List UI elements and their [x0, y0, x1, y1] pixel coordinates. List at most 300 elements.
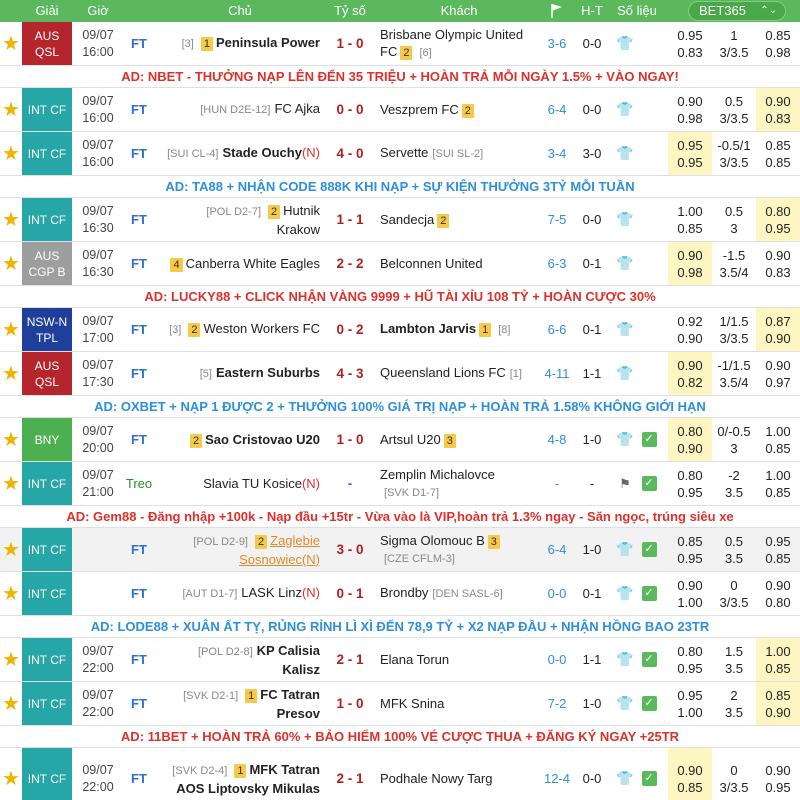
- away-team-name[interactable]: Brisbane Olympic United FC: [380, 26, 524, 59]
- odds-value[interactable]: 0.90: [765, 577, 791, 593]
- odds-value[interactable]: 0: [730, 577, 738, 593]
- corner-ratio[interactable]: 4-8: [547, 432, 567, 447]
- corner-ratio[interactable]: 4-11: [544, 366, 570, 381]
- corner-ratio[interactable]: 7-5: [547, 212, 567, 227]
- away-team-name[interactable]: Podhale Nowy Targ: [380, 771, 493, 786]
- home-team[interactable]: [160, 462, 320, 505]
- odds-column[interactable]: [756, 528, 800, 571]
- odds-column[interactable]: [668, 418, 712, 461]
- odds-value[interactable]: 0.85: [677, 779, 703, 795]
- odds-column[interactable]: [668, 528, 712, 571]
- odds-value[interactable]: 0.95: [677, 687, 703, 703]
- odds-value[interactable]: 0.95: [677, 484, 703, 500]
- lineup-shirt-icon[interactable]: 👕: [616, 695, 634, 711]
- odds-value[interactable]: 3.5: [724, 484, 744, 500]
- league-badge[interactable]: AUS CGP B: [22, 242, 72, 285]
- odds-column[interactable]: [668, 682, 712, 725]
- odds-value[interactable]: 1.00: [765, 467, 791, 483]
- away-team[interactable]: [380, 88, 538, 131]
- match-score[interactable]: 2 - 2: [336, 256, 364, 271]
- away-team-name[interactable]: MFK Snina: [380, 696, 445, 711]
- league-badge[interactable]: INT CF: [22, 462, 72, 505]
- home-team-name[interactable]: Canberra White Eagles: [185, 256, 320, 271]
- odds-value[interactable]: 0/-0.5: [717, 423, 751, 439]
- odds-value[interactable]: 0.83: [677, 44, 703, 60]
- odds-column[interactable]: [712, 682, 756, 725]
- home-team[interactable]: [160, 132, 320, 175]
- odds-value[interactable]: 0.5: [724, 93, 744, 109]
- corner-ratio[interactable]: 7-2: [547, 696, 567, 711]
- odds-value[interactable]: 0.90: [765, 762, 791, 778]
- odds-column[interactable]: [756, 638, 800, 681]
- lineup-shirt-icon[interactable]: 👕: [616, 585, 634, 601]
- odds-value[interactable]: 0.95: [765, 220, 791, 236]
- odds-column[interactable]: [668, 242, 712, 285]
- col-score[interactable]: Tỷ số: [334, 3, 366, 18]
- home-team-name[interactable]: Weston Workers FC: [203, 321, 320, 336]
- away-team-wrap: [380, 466, 495, 502]
- flag-icon[interactable]: ⚑: [619, 475, 631, 491]
- home-team[interactable]: [160, 22, 320, 65]
- lineup-shirt-icon[interactable]: 👕: [616, 365, 634, 381]
- home-team[interactable]: [160, 638, 320, 681]
- odds-value[interactable]: 0.97: [765, 374, 791, 390]
- odds-value[interactable]: 0.85: [765, 660, 791, 676]
- lineup-shirt-icon[interactable]: 👕: [616, 255, 634, 271]
- league-badge[interactable]: INT CF: [22, 638, 72, 681]
- odds-value[interactable]: 0.90: [677, 330, 703, 346]
- odds-value[interactable]: 3.5/4: [719, 264, 749, 280]
- odds-value[interactable]: 0.80: [765, 203, 791, 219]
- odds-value[interactable]: 3/3.5: [719, 110, 749, 126]
- lineup-shirt-icon[interactable]: 👕: [616, 770, 634, 786]
- league-badge[interactable]: INT CF: [22, 528, 72, 571]
- odds-value[interactable]: 1.00: [765, 423, 791, 439]
- table-row: [0, 352, 800, 396]
- odds-value[interactable]: 0.85: [677, 220, 703, 236]
- odds-column[interactable]: [756, 418, 800, 461]
- lineup-shirt-icon[interactable]: 👕: [616, 321, 634, 337]
- corner-ratio[interactable]: 0-0: [547, 652, 567, 667]
- away-team-wrap: [380, 364, 526, 383]
- odds-column[interactable]: [712, 528, 756, 571]
- match-score[interactable]: 1 - 0: [336, 36, 364, 51]
- match-date: 09/07: [82, 762, 114, 777]
- league-badge[interactable]: INT CF: [22, 132, 72, 175]
- odds-column[interactable]: [668, 88, 712, 131]
- odds-value[interactable]: 0.85: [765, 154, 791, 170]
- favorite-star-icon[interactable]: ★: [2, 539, 20, 561]
- match-status: Treo: [125, 476, 153, 491]
- odds-value[interactable]: -2: [728, 467, 740, 483]
- odds-column[interactable]: [668, 308, 712, 351]
- ad-banner[interactable]: AD: OXBET + NẠP 1 ĐƯỢC 2 + THƯỞNG 100% GIÁ TRỊ NẠP + HOÀN TRẢ 1.58% KHÔNG GIỚI HẠN: [0, 396, 800, 418]
- odds-value[interactable]: 0: [730, 762, 738, 778]
- match-score[interactable]: -: [347, 476, 353, 491]
- odds-value[interactable]: -1/1.5: [717, 357, 751, 373]
- away-team-wrap: [380, 255, 483, 272]
- ad-banner[interactable]: AD: Gem88 - Đăng nhập +100k - Nạp đầu +15tr - Vừa vào là VIP,hoàn trả 1.3% ngay - Săn ngọc, trúng siêu xe: [0, 506, 800, 528]
- odds-value[interactable]: 3/3.5: [719, 779, 749, 795]
- col-home[interactable]: Chủ: [228, 3, 252, 18]
- corner-ratio[interactable]: 6-4: [547, 102, 567, 117]
- away-team[interactable]: [380, 132, 538, 175]
- odds-value[interactable]: 1.5: [724, 643, 744, 659]
- home-team-name[interactable]: MFK Tatran AOS Liptovsky Mikulas: [176, 761, 320, 796]
- col-time[interactable]: Giờ: [87, 3, 109, 18]
- odds-column[interactable]: [756, 132, 800, 175]
- odds-value[interactable]: 3: [730, 220, 738, 236]
- odds-value[interactable]: 1/1.5: [719, 313, 749, 329]
- league-badge[interactable]: AUS QSL: [22, 22, 72, 65]
- away-team-name[interactable]: Artsul U20: [380, 432, 441, 447]
- home-team-name[interactable]: Sao Cristovao U20: [205, 432, 320, 447]
- odds-column[interactable]: [756, 682, 800, 725]
- home-league-pos: [SVK D2-1]: [183, 689, 239, 702]
- favorite-star-icon[interactable]: ★: [2, 693, 20, 715]
- lineup-shirt-icon[interactable]: 👕: [616, 145, 634, 161]
- odds-column[interactable]: [668, 748, 712, 800]
- ad-banner[interactable]: AD: TA88 + NHẬN CODE 888K KHI NẠP + SỰ KIỆN THƯỞNG 3TỶ MỖI TUẦN: [0, 176, 800, 198]
- favorite-star-icon[interactable]: ★: [2, 143, 20, 165]
- league-badge[interactable]: INT CF: [22, 572, 72, 615]
- odds-column[interactable]: [712, 352, 756, 395]
- home-team[interactable]: [160, 748, 320, 800]
- ad-banner[interactable]: AD: LUCKY88 + CLICK NHẬN VÀNG 9999 + HŨ TÀI XỈU 108 TỶ + HOÀN CƯỢC 30%: [0, 286, 800, 308]
- home-league-pos: [SUI CL-4]: [167, 148, 219, 160]
- odds-value[interactable]: 0.90: [765, 704, 791, 720]
- odds-value[interactable]: 0.98: [677, 110, 703, 126]
- odds-value[interactable]: 0.90: [765, 357, 791, 373]
- home-team[interactable]: [160, 528, 320, 571]
- match-score[interactable]: 0 - 1: [336, 586, 364, 601]
- odds-column[interactable]: [756, 462, 800, 505]
- corner-ratio[interactable]: -: [554, 476, 560, 491]
- lineup-shirt-icon[interactable]: 👕: [616, 651, 634, 667]
- match-status: FT: [131, 212, 147, 227]
- odds-value[interactable]: 0.82: [677, 374, 703, 390]
- favorite-star-icon[interactable]: ★: [2, 209, 20, 231]
- odds-value[interactable]: 0.90: [677, 93, 703, 109]
- odds-value[interactable]: 3/3.5: [719, 594, 749, 610]
- league-badge[interactable]: BNY: [22, 418, 72, 461]
- odds-value[interactable]: 0.85: [765, 27, 791, 43]
- odds-column[interactable]: [756, 308, 800, 351]
- corner-ratio[interactable]: 3-6: [547, 36, 567, 51]
- odds-value[interactable]: 3.5/4: [719, 374, 749, 390]
- odds-value[interactable]: 0.98: [677, 264, 703, 280]
- odds-column[interactable]: [756, 572, 800, 615]
- odds-value[interactable]: 0.90: [765, 93, 791, 109]
- odds-value[interactable]: 0.80: [765, 594, 791, 610]
- match-time: 22:00: [82, 704, 114, 719]
- lineup-shirt-icon[interactable]: 👕: [616, 35, 634, 51]
- odds-value[interactable]: 3.5: [724, 660, 744, 676]
- check-mark: ✓: [642, 542, 657, 557]
- odds-value[interactable]: 0.90: [765, 247, 791, 263]
- odds-value[interactable]: 0.87: [765, 313, 791, 329]
- odds-value[interactable]: 0.92: [677, 313, 703, 329]
- corner-ratio[interactable]: 6-6: [547, 322, 567, 337]
- away-team[interactable]: [380, 572, 538, 615]
- away-team[interactable]: [380, 418, 538, 461]
- odds-value[interactable]: 0.90: [677, 357, 703, 373]
- home-team-name[interactable]: FC Tatran Presov: [260, 686, 320, 721]
- odds-value[interactable]: 0.80: [677, 643, 703, 659]
- away-team-wrap: [380, 26, 538, 62]
- favorite-star-icon[interactable]: ★: [2, 583, 20, 605]
- away-team[interactable]: [380, 242, 538, 285]
- odds-value[interactable]: 1.00: [677, 594, 703, 610]
- odds-column[interactable]: [712, 418, 756, 461]
- corner-ratio[interactable]: 0-0: [547, 586, 567, 601]
- odds-value[interactable]: 1.00: [677, 704, 703, 720]
- odds-column[interactable]: [712, 132, 756, 175]
- odds-column[interactable]: [712, 748, 756, 800]
- odds-value[interactable]: 0.80: [677, 467, 703, 483]
- away-team-name[interactable]: Elana Torun: [380, 652, 450, 667]
- favorite-star-icon[interactable]: ★: [2, 363, 20, 385]
- stats-check-icon[interactable]: [640, 462, 658, 505]
- home-team[interactable]: [160, 352, 320, 395]
- odds-column[interactable]: [668, 198, 712, 241]
- home-team[interactable]: [160, 88, 320, 131]
- away-team[interactable]: [380, 22, 538, 65]
- favorite-star-icon[interactable]: ★: [2, 473, 20, 495]
- favorite-star-icon[interactable]: ★: [2, 33, 20, 55]
- odds-value[interactable]: 0.85: [677, 533, 703, 549]
- odds-value[interactable]: 0.85: [765, 440, 791, 456]
- odds-value[interactable]: 3/3.5: [719, 330, 749, 346]
- odds-column[interactable]: [712, 638, 756, 681]
- home-team-name[interactable]: Zaglebie Sosnowiec: [239, 532, 320, 567]
- home-league-pos: [POL D2-9]: [193, 535, 248, 548]
- favorite-star-icon[interactable]: ★: [2, 768, 20, 790]
- ad-banner[interactable]: AD: LODE88 + XUÂN ẤT TỴ, RỦNG RỈNH LÌ XÌ ĐẾN 78,9 TỶ + X2 NẠP ĐẦU + NHẬN HỒNG BAO 23TR: [0, 616, 800, 638]
- home-team-wrap: [196, 364, 320, 383]
- stats-check-icon[interactable]: [640, 638, 658, 681]
- odds-column[interactable]: [712, 572, 756, 615]
- halftime-score: 0-0: [582, 771, 602, 786]
- odds-column[interactable]: [668, 132, 712, 175]
- odds-value[interactable]: 0.90: [765, 330, 791, 346]
- favorite-star-icon[interactable]: ★: [2, 99, 20, 121]
- league-badge[interactable]: INT CF: [22, 748, 72, 800]
- odds-value[interactable]: 3: [730, 440, 738, 456]
- away-team-name[interactable]: Queensland Lions FC: [380, 365, 506, 380]
- odds-value[interactable]: 1: [730, 27, 738, 43]
- odds-value[interactable]: 0.85: [765, 484, 791, 500]
- stats-check-icon[interactable]: [640, 682, 658, 725]
- lineup-shirt-icon[interactable]: 👕: [616, 101, 634, 117]
- odds-value[interactable]: 0.90: [677, 762, 703, 778]
- match-score[interactable]: 4 - 3: [336, 366, 364, 381]
- odds-value[interactable]: 0.95: [765, 533, 791, 549]
- favorite-star-icon[interactable]: ★: [2, 429, 20, 451]
- home-team[interactable]: [160, 308, 320, 351]
- ad-banner[interactable]: AD: 11BET + HOÀN TRẢ 60% + BẢO HIỂM 100% VÉ CƯỢC THUA + ĐĂNG KÝ NGAY +25TR: [0, 726, 800, 748]
- away-team-name[interactable]: Lambton Jarvis: [380, 321, 477, 336]
- odds-value[interactable]: -1.5: [722, 247, 746, 263]
- odds-value[interactable]: 1.00: [765, 643, 791, 659]
- away-team[interactable]: [380, 748, 538, 800]
- match-score[interactable]: 4 - 0: [336, 146, 364, 161]
- odds-column[interactable]: [668, 352, 712, 395]
- lineup-shirt-icon[interactable]: 👕: [616, 211, 634, 227]
- home-team-name[interactable]: Stade Ouchy: [222, 145, 302, 160]
- away-team-name[interactable]: Servette: [380, 145, 429, 160]
- match-score[interactable]: 0 - 2: [336, 322, 364, 337]
- odds-value[interactable]: 0.85: [765, 550, 791, 566]
- odds-value[interactable]: 2: [730, 687, 738, 703]
- odds-value[interactable]: 0.90: [677, 440, 703, 456]
- stats-check-icon[interactable]: [640, 748, 658, 800]
- corner-ratio[interactable]: 6-3: [547, 256, 567, 271]
- match-score[interactable]: 2 - 1: [336, 652, 364, 667]
- odds-value[interactable]: 0.90: [677, 247, 703, 263]
- odds-value[interactable]: 0.83: [765, 110, 791, 126]
- odds-column[interactable]: [668, 638, 712, 681]
- odds-group: [668, 352, 800, 395]
- away-team-name[interactable]: Zemplin Michalovce: [380, 466, 495, 482]
- odds-value[interactable]: 3.5: [724, 550, 744, 566]
- odds-value[interactable]: 0.95: [677, 154, 703, 170]
- table-row: [0, 198, 800, 242]
- corner-ratio[interactable]: 3-4: [547, 146, 567, 161]
- home-team[interactable]: [160, 242, 320, 285]
- table-row: [0, 748, 800, 800]
- ad-banner[interactable]: AD: NBET - THƯỞNG NẠP LÊN ĐẾN 35 TRIỆU + HOÀN TRẢ MỖI NGÀY 1.5% + VÀO NGAY!: [0, 66, 800, 88]
- lineup-shirt-icon[interactable]: 👕: [616, 541, 634, 557]
- home-team-name[interactable]: KP Calisia Kalisz: [256, 642, 320, 677]
- odds-column[interactable]: [712, 308, 756, 351]
- col-away[interactable]: Khách: [440, 3, 478, 18]
- away-team-name[interactable]: Brondby: [380, 585, 429, 600]
- home-team[interactable]: [160, 418, 320, 461]
- match-datetime: [74, 242, 122, 285]
- home-team[interactable]: [160, 198, 320, 241]
- home-team-name[interactable]: Peninsula Power: [215, 35, 320, 50]
- away-team[interactable]: [380, 198, 538, 241]
- corner-ratio[interactable]: 6-4: [547, 542, 567, 557]
- match-score[interactable]: 1 - 0: [336, 696, 364, 711]
- chevron-updown-icon: ⌃⌄: [760, 5, 777, 16]
- odds-column[interactable]: [756, 198, 800, 241]
- odds-value[interactable]: 0.95: [765, 779, 791, 795]
- odds-value[interactable]: 3/3.5: [719, 44, 749, 60]
- favorite-star-icon[interactable]: ★: [2, 319, 20, 341]
- league-badge[interactable]: INT CF: [22, 88, 72, 131]
- league-badge[interactable]: AUS QSL: [22, 352, 72, 395]
- match-date: 09/07: [82, 643, 114, 658]
- home-team-name[interactable]: FC Ajka: [274, 101, 320, 116]
- league-badge[interactable]: NSW-N TPL: [22, 308, 72, 351]
- away-team[interactable]: [380, 352, 538, 395]
- odds-value[interactable]: 3.5: [724, 704, 744, 720]
- odds-column[interactable]: [712, 88, 756, 131]
- odds-column[interactable]: [756, 88, 800, 131]
- halftime-score: 0-0: [582, 36, 602, 51]
- odds-column[interactable]: [756, 352, 800, 395]
- away-team[interactable]: [380, 462, 538, 505]
- stats-check-icon[interactable]: [640, 418, 658, 461]
- odds-column[interactable]: [712, 22, 756, 65]
- col-halftime[interactable]: H-T: [581, 3, 603, 18]
- away-team-name[interactable]: Sandecja: [380, 212, 435, 227]
- league-badge[interactable]: INT CF: [22, 682, 72, 725]
- odds-value[interactable]: 0.95: [677, 550, 703, 566]
- match-status: FT: [131, 256, 147, 271]
- odds-value[interactable]: 0.98: [765, 44, 791, 60]
- odds-value[interactable]: -0.5/1: [717, 137, 751, 153]
- odds-value[interactable]: 0.85: [765, 687, 791, 703]
- odds-value[interactable]: 0.80: [677, 423, 703, 439]
- home-team[interactable]: [160, 572, 320, 615]
- favorite-star-icon[interactable]: ★: [2, 253, 20, 275]
- match-score[interactable]: 2 - 1: [336, 771, 364, 786]
- away-team[interactable]: [380, 682, 538, 725]
- home-team-name[interactable]: Slavia TU Kosice: [203, 476, 302, 491]
- odds-value[interactable]: 0.83: [765, 264, 791, 280]
- away-team-name[interactable]: Veszprem FC: [380, 102, 459, 117]
- away-team-name[interactable]: Belconnen United: [380, 256, 483, 271]
- odds-column[interactable]: [712, 242, 756, 285]
- match-score[interactable]: 0 - 0: [336, 102, 364, 117]
- col-stats[interactable]: Số liệu: [617, 3, 657, 18]
- odds-value[interactable]: 1.00: [677, 203, 703, 219]
- odds-value[interactable]: 0.5: [724, 203, 744, 219]
- home-league-pos: [3]: [181, 38, 194, 50]
- bookmaker-select[interactable]: [688, 1, 786, 21]
- match-score[interactable]: 1 - 1: [336, 212, 364, 227]
- odds-column[interactable]: [756, 242, 800, 285]
- corner-ratio[interactable]: 12-4: [543, 771, 571, 786]
- odds-column[interactable]: [668, 572, 712, 615]
- league-badge[interactable]: INT CF: [22, 198, 72, 241]
- odds-column[interactable]: [668, 462, 712, 505]
- away-team-name[interactable]: Sigma Olomouc B: [380, 532, 485, 548]
- odds-value[interactable]: 0.85: [765, 137, 791, 153]
- col-league[interactable]: Giải: [35, 3, 59, 18]
- away-team[interactable]: [380, 638, 538, 681]
- home-team-name[interactable]: LASK Linz: [241, 585, 302, 600]
- home-team[interactable]: [160, 682, 320, 725]
- home-team-name[interactable]: Eastern Suburbs: [215, 365, 320, 380]
- odds-value[interactable]: 0.95: [677, 660, 703, 676]
- favorite-star-icon[interactable]: ★: [2, 649, 20, 671]
- stats-check-icon[interactable]: [640, 572, 658, 615]
- odds-value[interactable]: 0.95: [677, 27, 703, 43]
- odds-value[interactable]: 0.95: [677, 137, 703, 153]
- stats-check-icon[interactable]: [640, 528, 658, 571]
- match-score[interactable]: 1 - 0: [336, 432, 364, 447]
- odds-value[interactable]: 3/3.5: [719, 154, 749, 170]
- odds-value[interactable]: 0.5: [724, 533, 744, 549]
- odds-column[interactable]: [756, 22, 800, 65]
- lineup-shirt-icon[interactable]: 👕: [616, 431, 634, 447]
- away-team[interactable]: [380, 308, 538, 351]
- away-rank-badge: 3: [488, 535, 500, 549]
- home-team-name[interactable]: Hutnik Krakow: [276, 202, 320, 237]
- odds-column[interactable]: [712, 462, 756, 505]
- odds-column[interactable]: [668, 22, 712, 65]
- away-team[interactable]: [380, 528, 538, 571]
- match-score[interactable]: 3 - 0: [336, 542, 364, 557]
- match-status: FT: [131, 771, 147, 786]
- odds-column[interactable]: [756, 748, 800, 800]
- odds-column[interactable]: [712, 198, 756, 241]
- odds-value[interactable]: 0.90: [677, 577, 703, 593]
